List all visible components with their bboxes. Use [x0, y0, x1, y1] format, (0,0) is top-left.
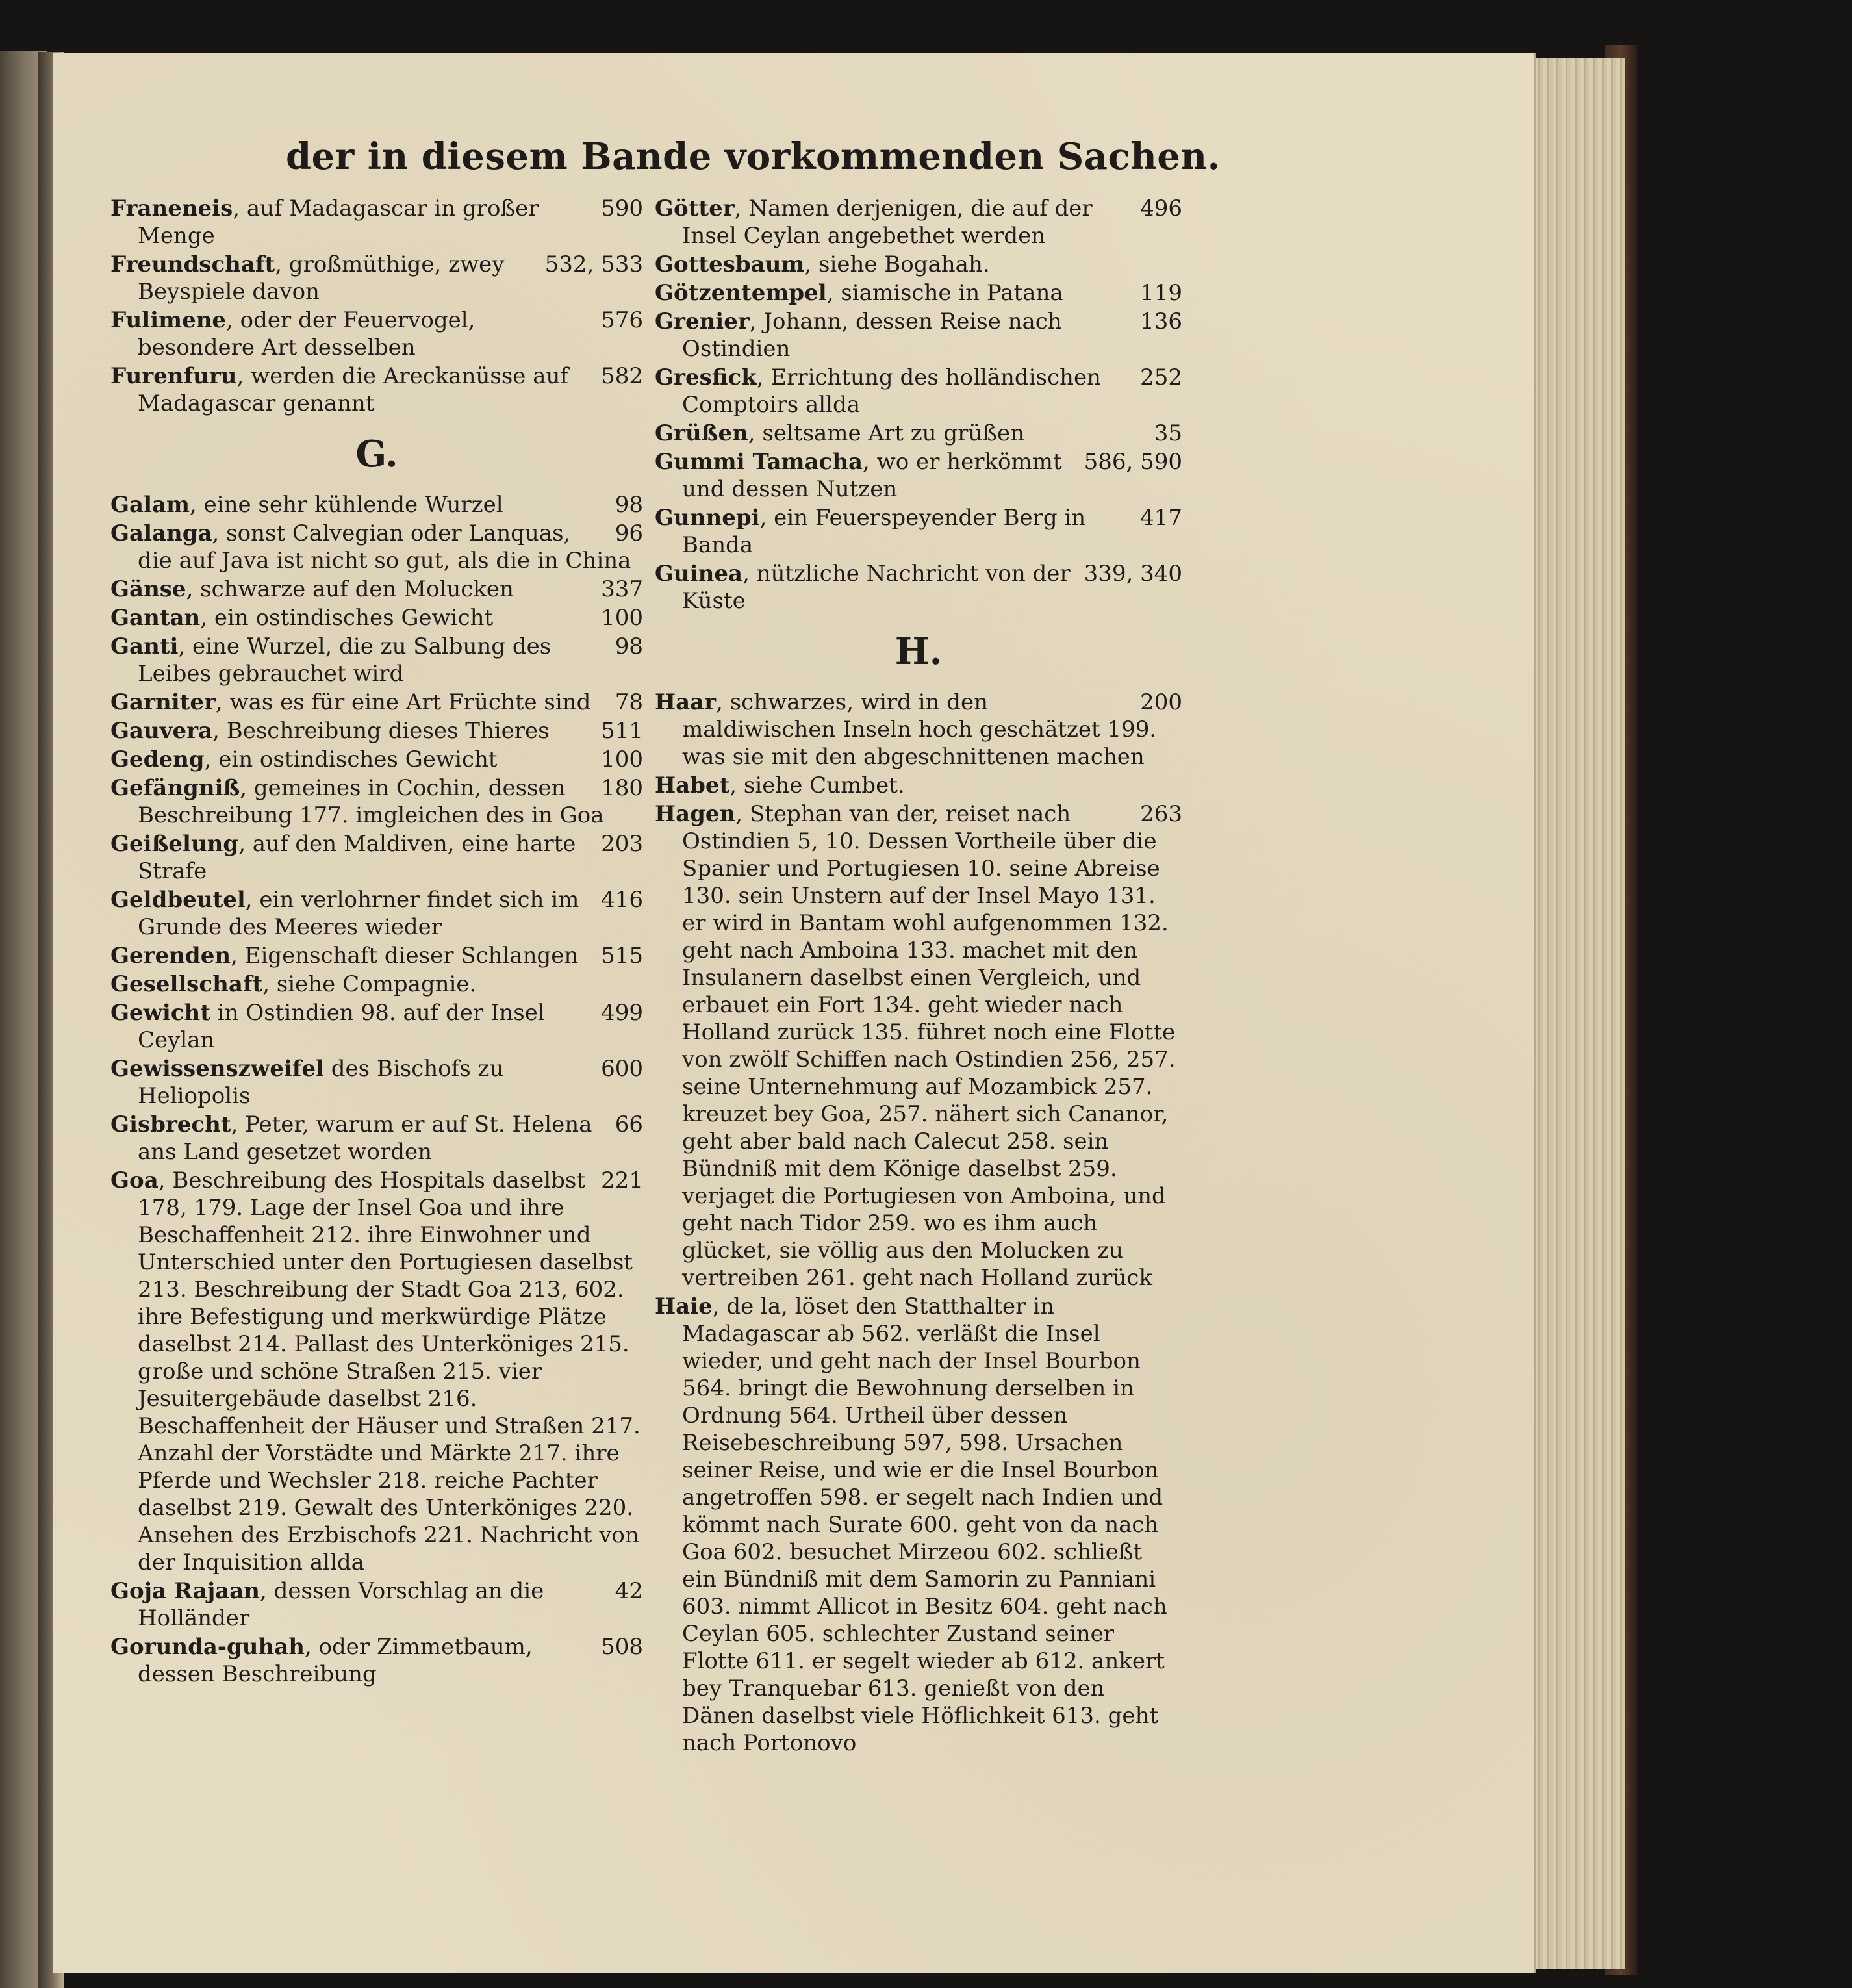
entry-text: , Namen derjenigen, die auf der Insel Ceylan angebethet werden: [682, 196, 1093, 249]
index-entry: [110, 689, 643, 716]
entry-head: Garniter: [110, 689, 216, 715]
entry-text: , Errichtung des holländischen Comptoirs allda: [682, 364, 1101, 418]
index-entry: [655, 279, 1182, 307]
entry-head: Gewicht: [110, 1000, 210, 1026]
entry-pages: 98: [615, 492, 643, 518]
index-entry: [655, 364, 1182, 418]
index-entry: [655, 772, 1182, 799]
entries-g: [110, 491, 643, 1688]
entry-pages: 180: [601, 775, 643, 801]
entry-pages: 586, 590: [1084, 449, 1182, 475]
entry-pages: 511: [601, 718, 643, 744]
entry-text: in Ostindien 98. auf der Insel Ceylan: [138, 1000, 545, 1053]
index-entry: [655, 800, 1182, 1292]
entry-pages: 203: [601, 831, 643, 857]
entries-g-continued: [655, 195, 1182, 615]
entry-text: , Eigenschaft dieser Schlangen: [231, 943, 579, 969]
entry-text: , ein Feuerspeyender Berg in Banda: [682, 505, 1086, 558]
entry-head: Gorunda-guhah: [110, 1634, 305, 1660]
index-entry: [110, 886, 643, 941]
entry-head: Goa: [110, 1167, 159, 1193]
entry-pages: 119: [1140, 280, 1182, 306]
entry-pages: 417: [1140, 505, 1182, 531]
entry-pages: 508: [601, 1634, 643, 1660]
section-letter-g: G.: [355, 433, 398, 476]
page-header: der in diesem Bande vorkommenden Sachen.: [286, 135, 1221, 178]
index-entry: [110, 717, 643, 745]
entry-text: , gemeines in Cochin, dessen Beschreibung 177. imgleichen des in Goa: [138, 775, 604, 828]
section-letter-h: H.: [894, 630, 943, 673]
entry-text: , Peter, warum er auf St. Helena ans Land gesetzet worden: [138, 1112, 592, 1165]
entry-head: Hagen: [655, 801, 736, 827]
index-entry: [655, 560, 1182, 615]
entry-pages: 252: [1140, 364, 1182, 390]
entry-head: Geldbeutel: [110, 887, 246, 913]
entry-pages: 532, 533: [544, 251, 643, 277]
entry-head: Freundschaft: [110, 251, 275, 277]
entry-head: Gedeng: [110, 746, 205, 772]
entry-head: Götzentempel: [655, 280, 827, 306]
entry-pages: 600: [601, 1056, 643, 1082]
entry-head: Gerenden: [110, 943, 231, 969]
entry-text: , Beschreibung des Hospitals daselbst 178, 179. Lage der Insel Goa und ihre Beschaffenheit 212. ihre Einwohner und Unterschied unter den Portugiesen daselbst 213. Beschreibung der Stadt Goa 213, 602. ihre Befestigung und merkwürdige Plätze daselbst 214. Pallast des Unterköniges 215. große und schöne Straßen 215. vier Jesuitergebäude daselbst 216. Beschaffenheit der Häuser und Straßen 217. Anzahl der Vorstädte und Märkte 217. ihre Pferde und Wechsler 218. reiche Pachter daselbst 219. Gewalt des Unterköniges 220. Ansehen des Erzbischofs 221. Nachricht von der Inquisition allda: [138, 1167, 641, 1575]
index-entry: [110, 633, 643, 687]
entry-text: , eine Wurzel, die zu Salbung des Leibes gebrauchet wird: [138, 633, 552, 687]
entry-text: , Johann, dessen Reise nach Ostindien: [682, 309, 1062, 362]
entry-pages: 98: [615, 633, 643, 659]
index-entry: [110, 491, 643, 518]
entry-pages: 66: [615, 1112, 643, 1138]
entry-head: Gresfick: [655, 364, 757, 390]
index-entry: [110, 746, 643, 773]
entry-text: , Beschreibung dieses Thieres: [212, 718, 550, 744]
entry-head: Grenier: [655, 309, 750, 335]
entry-head: Goja Rajaan: [110, 1578, 260, 1604]
entry-text: , wo er herkömmt und dessen Nutzen: [682, 449, 1062, 502]
entry-head: Gauvera: [110, 718, 213, 744]
entry-text: , dessen Vorschlag an die Holländer: [138, 1578, 544, 1631]
index-entry: [110, 604, 643, 631]
entry-pages: 339, 340: [1084, 561, 1182, 587]
entry-text: , auf Madagascar in großer Menge: [138, 196, 539, 249]
entry-text: , auf den Maldiven, eine harte Strafe: [138, 831, 576, 884]
entry-text: , oder Zimmetbaum, dessen Beschreibung: [138, 1634, 533, 1687]
index-entry: [655, 308, 1182, 363]
index-entry: [110, 1111, 643, 1166]
entry-text: , ein ostindisches Gewicht: [204, 746, 498, 772]
entry-pages: 136: [1140, 309, 1182, 335]
entry-pages: 499: [601, 1000, 643, 1026]
entry-head: Gesellschaft: [110, 971, 263, 997]
left-column: [110, 195, 643, 1689]
entry-text: , was es für eine Art Früchte sind: [215, 689, 591, 715]
index-entry: [110, 1167, 643, 1576]
entry-pages: 96: [615, 520, 643, 546]
index-entry: [110, 363, 643, 417]
entry-text: , sonst Calvegian oder Lanquas, die auf Java ist nicht so gut, als die in China: [138, 520, 631, 574]
index-entry: [110, 1055, 643, 1110]
entry-text: , ein ostindisches Gewicht: [200, 605, 494, 631]
entry-head: Gänse: [110, 576, 186, 602]
index-entry: [110, 999, 643, 1054]
entry-head: Götter: [655, 196, 735, 222]
entry-text: , ein verlohrner findet sich im Grunde des Meeres wieder: [138, 887, 579, 940]
index-entry: [655, 420, 1182, 447]
index-entry: [110, 942, 643, 969]
entry-text: , schwarzes, wird in den maldiwischen Inseln hoch geschätzet 199. was sie mit den abgeschnittenen machen: [682, 689, 1157, 770]
entry-head: Gottesbaum: [655, 251, 805, 277]
entry-pages: 100: [601, 746, 643, 772]
entry-pages: 42: [615, 1578, 643, 1604]
index-entry: [655, 195, 1182, 249]
entry-head: Gummi Tamacha: [655, 449, 863, 475]
index-entry: [110, 830, 643, 885]
entry-text: , eine sehr kühlende Wurzel: [190, 492, 503, 518]
entry-text: , werden die Areckanüsse auf Madagascar genannt: [138, 363, 568, 416]
entry-text: , Stephan van der, reiset nach Ostindien 5, 10. Dessen Vortheile über die Spanier und Portugiesen 10. seine Abreise 130. sein Unstern auf der Insel Mayo 131. er wird in Bantam wohl aufgenommen 132. geht nach Amboina 133. machet mit den Insulanern daselbst einen Vergleich, und erbauet ein Fort 134. geht wieder nach Holland zurück 135. führet noch eine Flotte von zwölf Schiffen nach Ostindien 256, 257. seine Unternehmung auf Mozambick 257. kreuzet bey Goa, 257. nähert sich Cananor, geht aber bald nach Calecut 258. sein Bündniß mit dem Könige daselbst 259. verjaget die Portugiesen von Amboina, und geht nach Tidor 259. wo es ihm auch glücket, sie völlig aus den Molucken zu vertreiben 261. geht nach Holland zurück: [682, 801, 1176, 1291]
index-entry: [110, 1577, 643, 1632]
index-entry: [110, 195, 643, 249]
right-column: [655, 195, 1182, 1758]
entry-pages: 582: [601, 363, 643, 389]
entries-f: [110, 195, 643, 417]
entry-text: , siehe Cumbet.: [729, 772, 905, 798]
entry-head: Geißelung: [110, 831, 239, 857]
entry-text: , nützliche Nachricht von der Küste: [682, 561, 1071, 614]
entry-pages: 221: [601, 1167, 643, 1193]
entry-pages: 337: [601, 576, 643, 602]
entry-pages: 576: [601, 307, 643, 333]
index-entry: [110, 774, 643, 829]
entry-pages: 590: [601, 196, 643, 222]
entry-head: Gunnepi: [655, 505, 760, 531]
entry-text: , siehe Bogahah.: [804, 251, 990, 277]
entry-text: , siamische in Patana: [826, 280, 1063, 306]
index-entry: [110, 251, 643, 305]
entry-pages: 263: [1140, 801, 1182, 827]
index-entry: [110, 520, 643, 574]
index-entry: [655, 251, 1182, 278]
entry-head: Haar: [655, 689, 717, 715]
entry-head: Galanga: [110, 520, 212, 546]
entry-pages: 496: [1140, 196, 1182, 222]
index-entry: [110, 971, 643, 998]
page-stack-edge: [1534, 58, 1625, 1969]
entry-head: Furenfuru: [110, 363, 237, 389]
entry-head: Guinea: [655, 561, 743, 587]
entries-h: [655, 689, 1182, 1757]
entry-head: Ganti: [110, 633, 179, 659]
entry-head: Fulimene: [110, 307, 227, 333]
entry-head: Gisbrecht: [110, 1112, 231, 1138]
entry-text: , siehe Compagnie.: [262, 971, 477, 997]
entry-text: , schwarze auf den Molucken: [186, 576, 514, 602]
entry-head: Gewissenszweifel: [110, 1056, 324, 1082]
entry-pages: 100: [601, 605, 643, 631]
entry-text: , de la, löset den Statthalter in Madagascar ab 562. verläßt die Insel wieder, und geht nach der Insel Bourbon 564. bringt die Bewohnung derselben in Ordnung 564. Urtheil über dessen Reisebeschreibung 597, 598. Ursachen seiner Reise, und wie er die Insel Bourbon angetroffen 598. er segelt nach Indien und kömmt nach Surate 600. geht von da nach Goa 602. besuchet Mirzeou 602. schließt ein Bündniß mit dem Samorin zu Panniani 603. nimmt Allicot in Besitz 604. geht nach Ceylan 605. schlechter Zustand seiner Flotte 611. er segelt wieder ab 612. ankert bey Tranquebar 613. genießt von den Dänen daselbst viele Höflichkeit 613. geht nach Portonovo: [682, 1293, 1167, 1756]
entry-text: , seltsame Art zu grüßen: [748, 420, 1025, 446]
entry-head: Haie: [655, 1293, 713, 1319]
entry-text: , großmüthige, zwey Beyspiele davon: [138, 251, 505, 305]
entry-head: Gantan: [110, 605, 201, 631]
index-entry: [110, 576, 643, 603]
entry-pages: 515: [601, 943, 643, 969]
entry-pages: 416: [601, 887, 643, 913]
index-entry: [655, 1293, 1182, 1757]
entry-head: Habet: [655, 772, 730, 798]
index-entry: [655, 448, 1182, 503]
entry-text: des Bischofs zu Heliopolis: [138, 1056, 504, 1109]
entry-pages: 35: [1154, 420, 1182, 446]
index-entry: [655, 504, 1182, 559]
index-entry: [655, 689, 1182, 771]
entry-head: Gefängniß: [110, 775, 240, 801]
entry-text: , oder der Feuervogel, besondere Art desselben: [138, 307, 476, 361]
entry-pages: 200: [1140, 689, 1182, 715]
entry-head: Grüßen: [655, 420, 748, 446]
entry-head: Galam: [110, 492, 190, 518]
entry-pages: 78: [615, 689, 643, 715]
index-entry: [110, 307, 643, 361]
entry-head: Franeneis: [110, 196, 233, 222]
index-entry: [110, 1633, 643, 1688]
